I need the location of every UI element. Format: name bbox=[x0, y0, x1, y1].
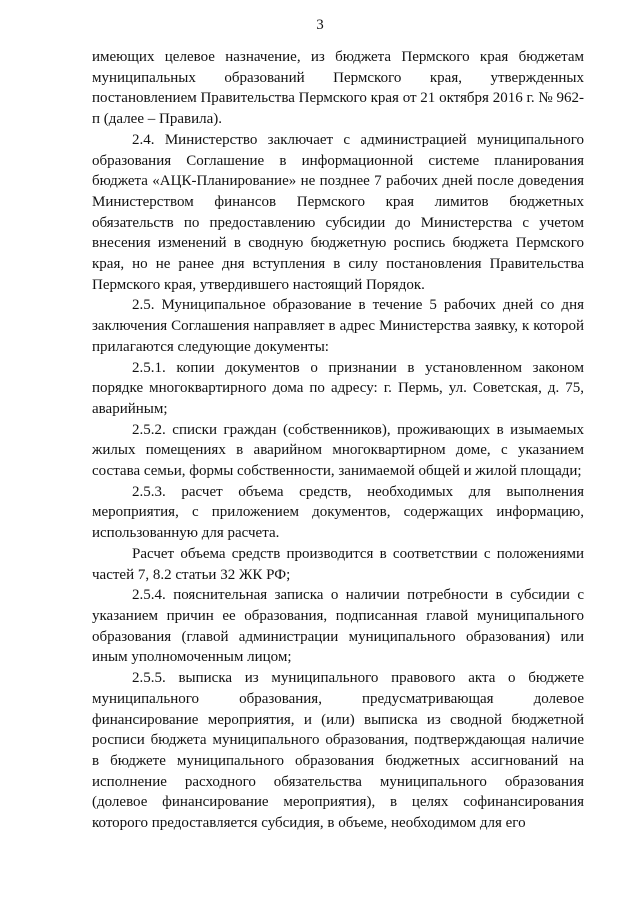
paragraph-2-5: 2.5. Муниципальное образование в течение 5 рабочих дней со дня заключения Соглашения направляет в адрес Министерства заявку, к которой прилагаются следующие документы: bbox=[92, 297, 584, 355]
page-number: 3 bbox=[316, 17, 324, 33]
paragraph-2-4: 2.4. Министерство заключает с администрацией муниципального образования Соглашение в информационной системе планирования бюджета «АЦК-Планирование» не позднее 7 рабочих дней после доведения Министерством финансов Пермского края лимитов бюджетных обязательств по предоставлению субсидии до Министерства с учетом внесения изменений в сводную бюджетную роспись бюджета Пермского края, но не ранее дня вступления в силу постановления Правительства Пермского края, утвердившего настоящий Порядок. bbox=[92, 131, 584, 293]
paragraph-continuation: имеющих целевое назначение, из бюджета Пермского края бюджетам муниципальных образований Пермского края, утвержденных постановлением Правительства Пермского края от 21 октября 2016 г. № 962-п (далее – Правила). bbox=[92, 49, 584, 128]
paragraph-2-5-3: 2.5.3. расчет объема средств, необходимых для выполнения мероприятия, с приложением документов, содержащих информацию, использованную для расчета. bbox=[92, 483, 584, 542]
document-body bbox=[92, 47, 584, 834]
paragraph-2-5-5: 2.5.5. выписка из муниципального правового акта о бюджете муниципального образования, предусматривающая долевое финансирование мероприятия, и (или) выписка из сводной бюджетной росписи бюджета муниципального образования, подтверждающая наличие в бюджете муниципального образования бюджетных ассигнований на исполнение расходного обязательства муниципального образования (долевое финансирование мероприятия), в целях софинансирования которого предоставляется субсидия, в объеме, необходимом для его bbox=[92, 670, 584, 832]
paragraph-2-5-4: 2.5.4. пояснительная записка о наличии потребности в субсидии с указанием причин ее образования, подписанная главой муниципального образования (главой администрации муниципального образования) или иным уполномоченным лицом; bbox=[92, 587, 584, 666]
paragraph-2-5-2: 2.5.2. списки граждан (собственников), проживающих в изымаемых жилых помещениях в аварийном многоквартирном доме, с указанием состава семьи, формы собственности, занимаемой общей и жилой площади; bbox=[92, 421, 584, 480]
paragraph-2-5-1: 2.5.1. копии документов о признании в установленном законом порядке многоквартирного дома по адресу: г. Пермь, ул. Советская, д. 75, аварийным; bbox=[92, 359, 584, 417]
paragraph-calculation-note: Расчет объема средств производится в соответствии с положениями частей 7, 8.2 статьи 32 ЖК РФ; bbox=[92, 545, 584, 583]
